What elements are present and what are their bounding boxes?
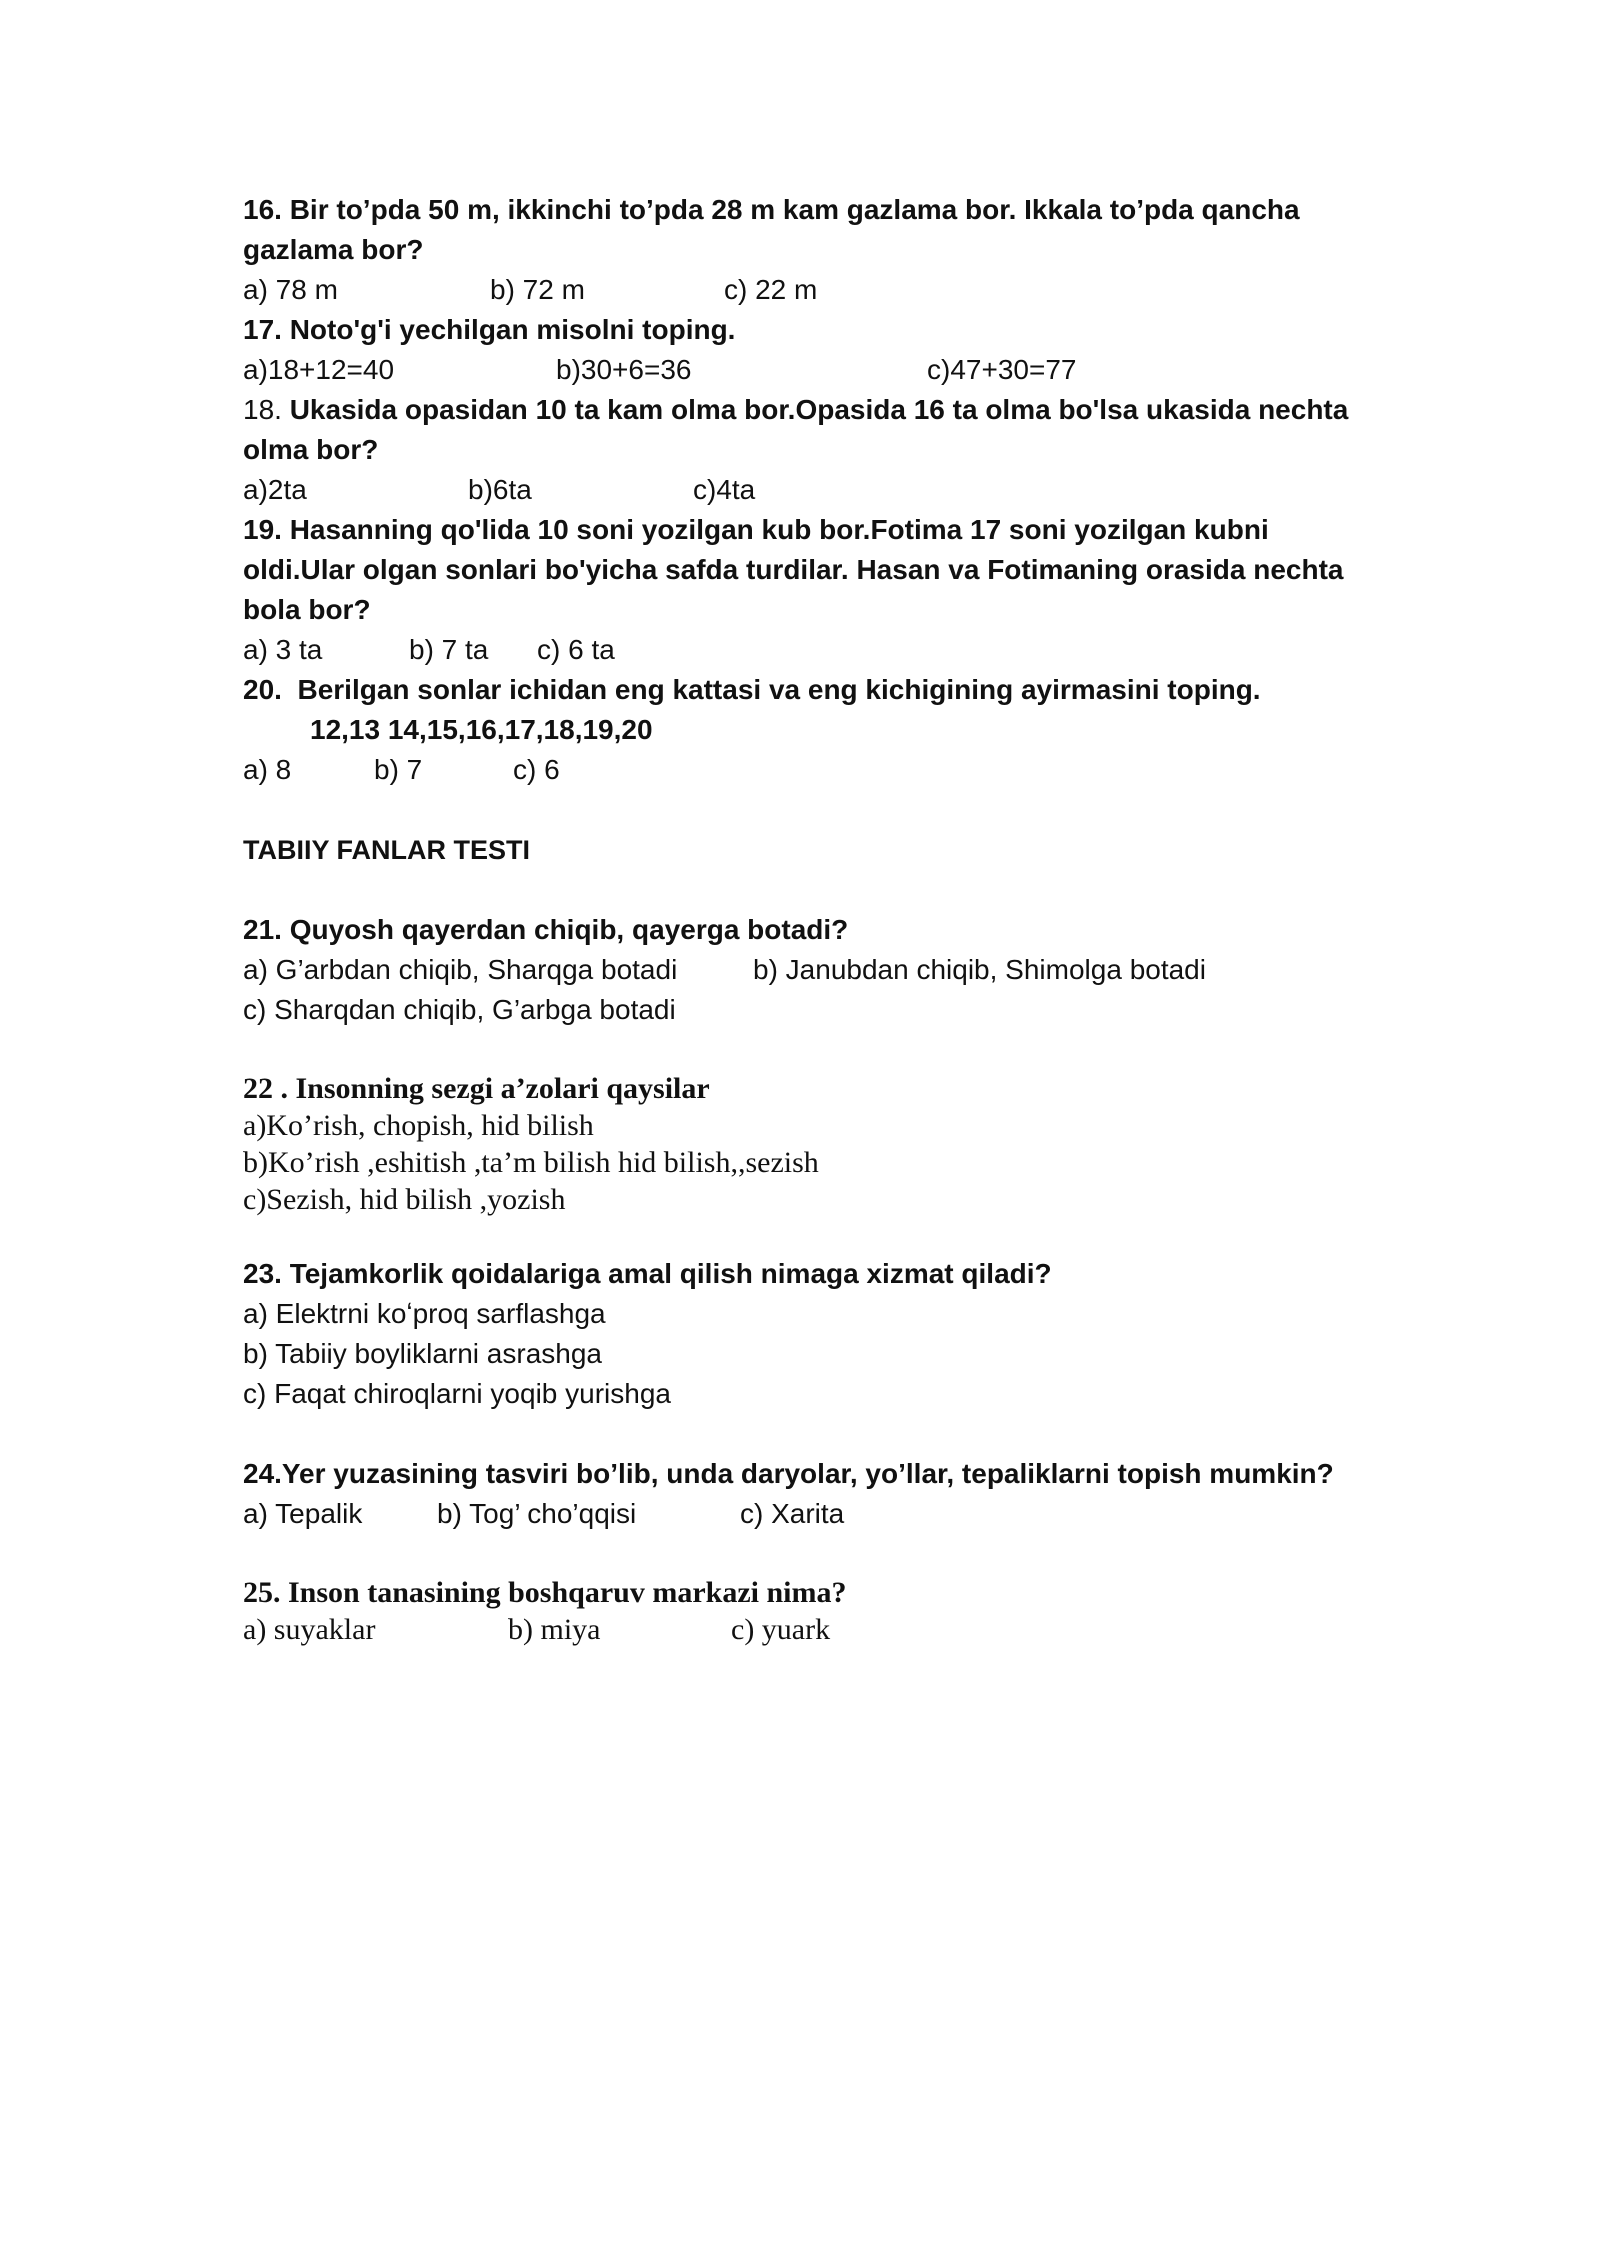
- option-b: b) Janubdan chiqib, Shimolga botadi: [753, 954, 1206, 985]
- option-a: a) Tepalik: [243, 1498, 363, 1529]
- option-a: a) 78 m: [243, 274, 338, 305]
- question-24: [243, 1454, 1443, 1534]
- option-b: b)6ta: [468, 474, 532, 505]
- question-23-line-1: 23. Tejamkorlik qoidalariga amal qilish nimaga xizmat qiladi?: [243, 1258, 1052, 1289]
- option-a: a) 8: [243, 754, 292, 785]
- question-19: [243, 510, 1443, 670]
- option-c: c) 6: [513, 754, 560, 785]
- question-16: [243, 190, 1443, 310]
- option-a: a) Elektrni koʻproq sarflashga: [243, 1298, 606, 1329]
- option-a: a)Ko’rish, chopish, hid bilish: [243, 1109, 594, 1142]
- question-25: [243, 1574, 1443, 1648]
- option-b: b) 7: [374, 754, 423, 785]
- option-b: b) 72 m: [490, 274, 585, 305]
- option-c: c) Xarita: [740, 1498, 845, 1529]
- option-b: b) Tog’ cho’qqisi: [437, 1498, 637, 1529]
- option-c: c) 6 ta: [537, 634, 615, 665]
- option-a: a) G’arbdan chiqib, Sharqga botadi: [243, 954, 678, 985]
- question-18-number: 18.: [243, 394, 290, 425]
- question-20-options: [243, 750, 1443, 790]
- option-a: a) 3 ta: [243, 634, 323, 665]
- option-b: b) 7 ta: [409, 634, 489, 665]
- question-20: [243, 670, 1443, 790]
- question-24-options: [243, 1494, 1443, 1534]
- option-c: c) Sharqdan chiqib, G’arbga botadi: [243, 994, 676, 1025]
- question-17: [243, 310, 1443, 390]
- question-22-line-1: 22 . Insonning sezgi a’zolari qaysilar: [243, 1072, 710, 1105]
- option-b: b) Tabiiy boyliklarni asrashga: [243, 1338, 602, 1369]
- question-21: [243, 910, 1443, 1030]
- document-page: [243, 190, 1443, 1648]
- option-c: c) Faqat chiroqlarni yoqib yurishga: [243, 1378, 671, 1409]
- option-a: a) suyaklar: [243, 1613, 376, 1646]
- question-16-line-2: gazlama bor?: [243, 234, 424, 265]
- question-16-options: [243, 270, 1443, 310]
- question-16-line-1: 16. Bir to’pda 50 m, ikkinchi to’pda 28 m kam gazlama bor. Ikkala to’pda qancha: [243, 194, 1300, 225]
- option-c: c)47+30=77: [927, 354, 1077, 385]
- question-20-number-list: 12,13 14,15,16,17,18,19,20: [310, 714, 653, 745]
- question-18-line-2: olma bor?: [243, 434, 379, 465]
- option-c: c)4ta: [693, 474, 756, 505]
- question-19-line-3: bola bor?: [243, 594, 371, 625]
- question-17-options: [243, 350, 1443, 390]
- option-b: b)30+6=36: [556, 354, 692, 385]
- section-heading: [243, 830, 1443, 870]
- question-25-options: [243, 1611, 1443, 1648]
- question-21-options-row-1: [243, 950, 1443, 990]
- option-b: b) miya: [508, 1613, 601, 1646]
- question-20-line-1: 20. Berilgan sonlar ichidan eng kattasi va eng kichigining ayirmasini toping.: [243, 674, 1261, 705]
- question-18-text: Ukasida opasidan 10 ta kam olma bor.Opasida 16 ta olma bo'lsa ukasida nechta: [289, 394, 1349, 425]
- question-21-line-1: 21. Quyosh qayerdan chiqib, qayerga botadi?: [243, 914, 849, 945]
- option-c: c)Sezish, hid bilish ,yozish: [243, 1183, 566, 1216]
- question-22: [243, 1070, 1443, 1218]
- option-a: a)2ta: [243, 474, 307, 505]
- question-19-line-2: oldi.Ular olgan sonlari bo'yicha safda turdilar. Hasan va Fotimaning orasida nechta: [243, 554, 1344, 585]
- question-19-options: [243, 630, 1443, 670]
- question-25-line-1: 25. Inson tanasining boshqaruv markazi nima?: [243, 1576, 847, 1609]
- question-18-line-1: [243, 390, 1443, 430]
- question-24-line-1: 24.Yer yuzasining tasviri bo’lib, unda daryolar, yo’llar, tepaliklarni topish mumkin?: [243, 1458, 1334, 1489]
- question-19-line-1: 19. Hasanning qo'lida 10 soni yozilgan kub bor.Fotima 17 soni yozilgan kubni: [243, 514, 1269, 545]
- question-18-options: [243, 470, 1443, 510]
- question-17-line-1: 17. Noto'g'i yechilgan misolni toping.: [243, 314, 736, 345]
- question-23: [243, 1254, 1443, 1414]
- option-c: c) yuark: [731, 1613, 831, 1646]
- option-a: a)18+12=40: [243, 354, 395, 385]
- section-title: TABIIY FANLAR TESTI: [243, 835, 531, 865]
- option-b: b)Ko’rish ,eshitish ,ta’m bilish hid bilish,,sezish: [243, 1146, 819, 1179]
- question-18: [243, 390, 1443, 510]
- option-c: c) 22 m: [724, 274, 818, 305]
